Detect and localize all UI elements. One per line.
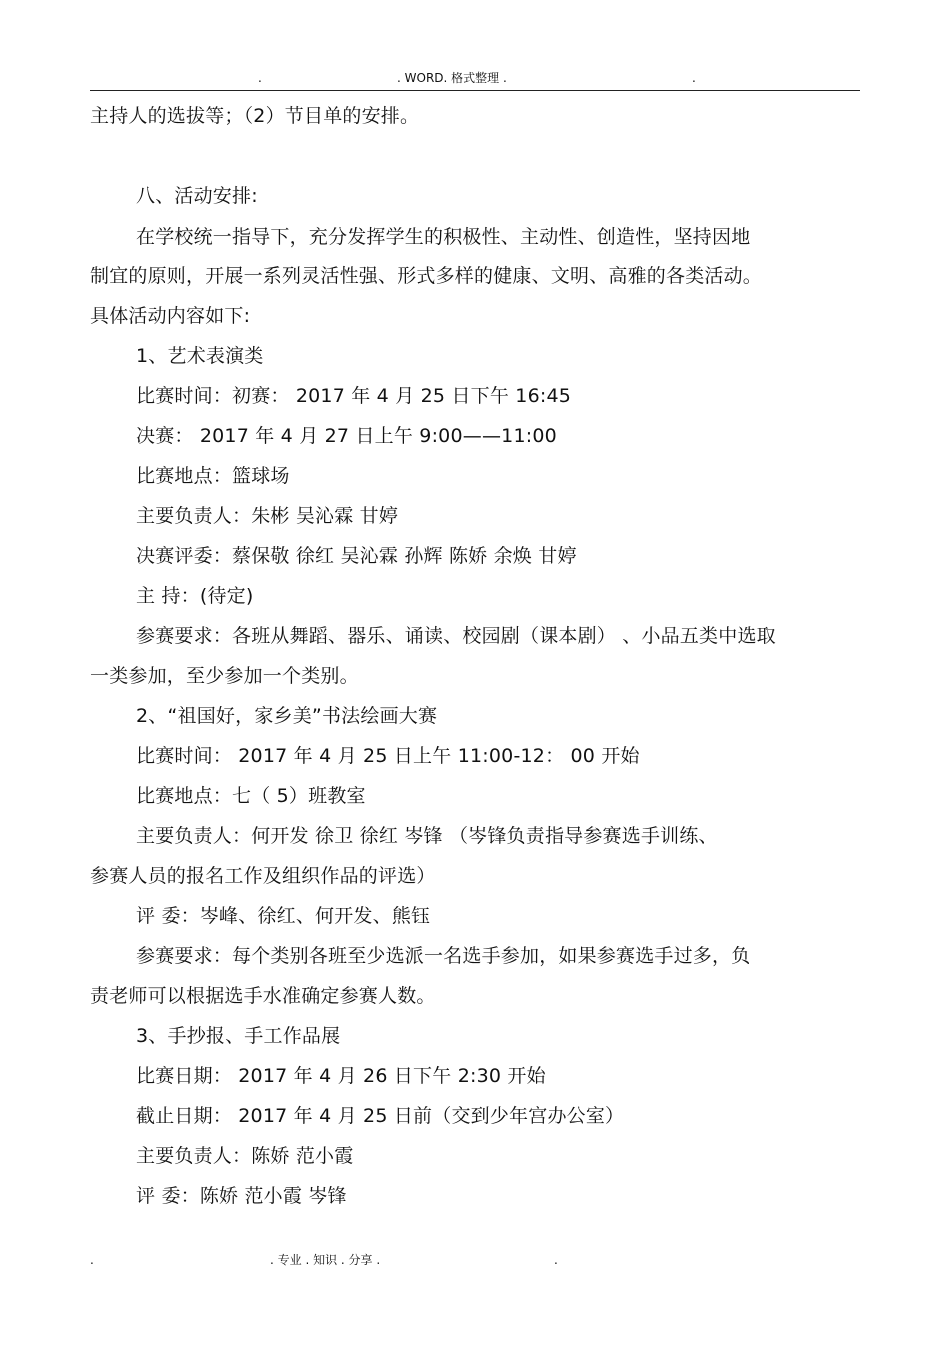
text-line: 责老师可以根据选手水准确定参赛人数。 bbox=[90, 985, 436, 1007]
text-line: 一类参加，至少参加一个类别。 bbox=[90, 665, 359, 687]
header-rule bbox=[90, 90, 860, 91]
text-line: 参赛人员的报名工作及组织作品的评选） bbox=[90, 865, 436, 887]
footer-left-dot: . bbox=[90, 1253, 94, 1267]
text-line: 决赛： 2017 年 4 月 27 日上午 9:00——11:00 bbox=[136, 425, 557, 447]
footer-text: . 专业 . 知识 . 分享 . bbox=[270, 1253, 381, 1267]
text-line: 在学校统一指导下，充分发挥学生的积极性、主动性、创造性，坚持因地 bbox=[136, 226, 751, 248]
text-line: 主要负责人：陈娇 范小霞 bbox=[136, 1145, 354, 1167]
section-heading: 八、活动安排: bbox=[136, 185, 258, 207]
subsection-heading: 3、手抄报、手工作品展 bbox=[136, 1025, 341, 1047]
subsection-heading: 2、“祖国好，家乡美”书法绘画大赛 bbox=[136, 705, 438, 727]
text-line: 比赛日期： 2017 年 4 月 26 日下午 2:30 开始 bbox=[136, 1065, 546, 1087]
header-right-dot: . bbox=[692, 71, 696, 85]
text-line: 比赛时间： 2017 年 4 月 25 日上午 11:00-12： 00 开始 bbox=[136, 745, 640, 767]
header-left-dot: . bbox=[258, 71, 262, 85]
text-line: 比赛时间：初赛： 2017 年 4 月 25 日下午 16:45 bbox=[136, 385, 572, 407]
text-line: 参赛要求：各班从舞蹈、器乐、诵读、校园剧（课本剧） 、小品五类中选取 bbox=[136, 625, 776, 647]
footer-right-dot: . bbox=[554, 1253, 558, 1267]
text-line: 主要负责人：朱彬 吴沁霖 甘婷 bbox=[136, 505, 399, 527]
text-line: 评 委：陈娇 范小霞 岑锋 bbox=[136, 1185, 347, 1207]
text-line: 主要负责人：何开发 徐卫 徐红 岑锋 （岑锋负责指导参赛选手训练、 bbox=[136, 825, 718, 847]
text-line: 决赛评委：蔡保敬 徐红 吴沁霖 孙辉 陈娇 余焕 甘婷 bbox=[136, 545, 577, 567]
header-title: . WORD. 格式整理 . bbox=[397, 71, 507, 85]
subsection-heading: 1、艺术表演类 bbox=[136, 345, 264, 367]
text-line: 比赛地点：篮球场 bbox=[136, 465, 290, 487]
text-line: 制宜的原则，开展一系列灵活性强、形式多样的健康、文明、高雅的各类活动。 bbox=[90, 265, 763, 287]
text-line: 参赛要求：每个类别各班至少选派一名选手参加，如果参赛选手过多，负 bbox=[136, 945, 751, 967]
text-line: 评 委：岑峰、徐红、何开发、熊钰 bbox=[136, 905, 431, 927]
text-line: 具体活动内容如下: bbox=[90, 305, 251, 327]
text-line: 比赛地点：七（ 5）班教室 bbox=[136, 785, 366, 807]
text-line: 主 持：(待定) bbox=[136, 585, 254, 607]
text-line: 主持人的选拔等；（2）节目单的安排。 bbox=[90, 105, 420, 127]
text-line: 截止日期： 2017 年 4 月 25 日前（交到少年宫办公室） bbox=[136, 1105, 625, 1127]
